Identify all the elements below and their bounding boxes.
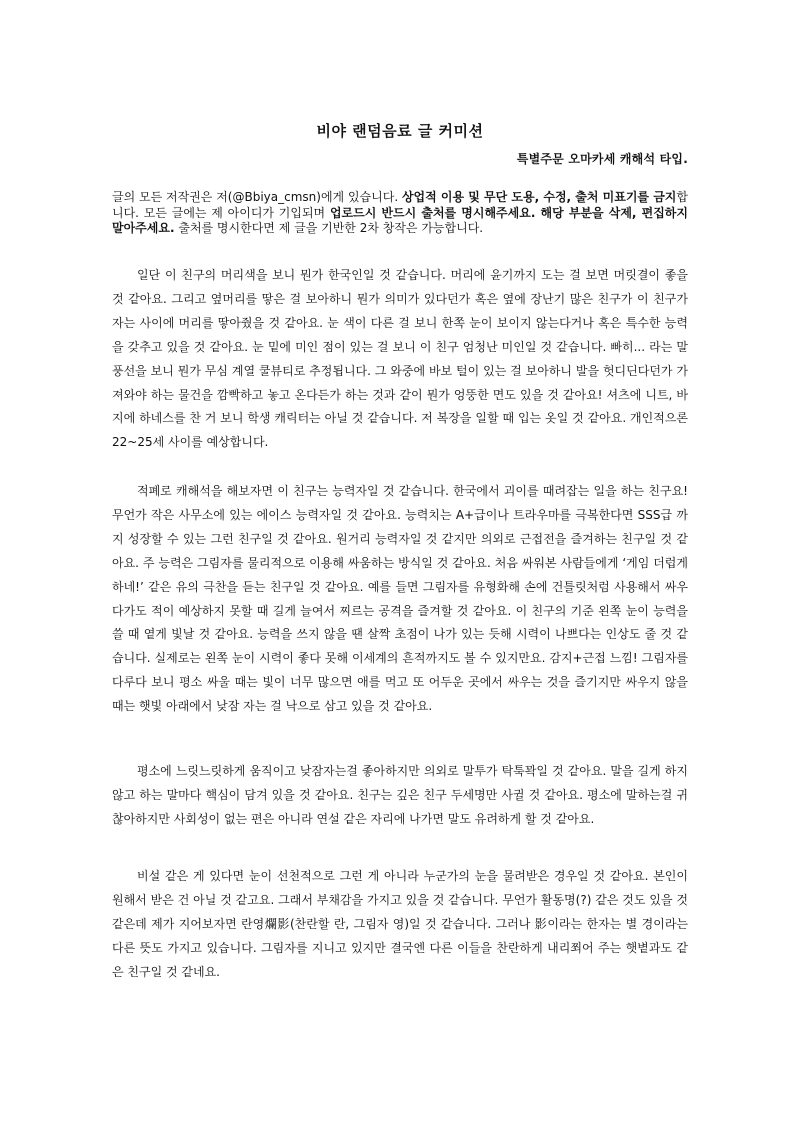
- document-subtitle: 특별주문 오마카세 캐해석 타입.: [516, 152, 688, 166]
- paragraph-personality: 평소에 느릿느릿하게 움직이고 낮잠자는걸 좋아하지만 의외로 말투가 탁툭꽉일 것 같아요. 말을 길게 하지 않고 하는 말마다 핵심이 담겨 있을 것 같아요. 친구는 깊은 친구 두세명만 사귈 것 같아요. 평소에 말하는걸 귀찮아하지만 사회성이 없는 편은 아니라 연설 같은 자리에 나가면 말도 유려하게 할 것 같아요.: [112, 764, 688, 826]
- copyright-notice: [112, 190, 688, 237]
- document-title: 비야 랜덤음료 글 커미션: [316, 122, 484, 140]
- notice-text-1: 글의 모든 저작권은 저(@Bbiya_cmsn)에게 있습니다.: [112, 190, 402, 204]
- notice-bold-1: 상업적 이용 및 무단 도용, 수정, 출처 미표기를 금지: [401, 190, 677, 204]
- paragraph-ability: 적폐로 캐해석을 해보자면 이 친구는 능력자일 것 같습니다. 한국에서 괴이를 때려잡는 일을 하는 친구요! 무언가 작은 사무소에 있는 에이스 능력자일 것 같아요. 능력치는 A+급이나 트라우마를 극복한다면 SSS급 까지 성장할 수 있는 그런 친구일 것 같아요. 원거리 능력자일 것 같지만 의외로 근접전을 즐겨하는 친구일 것 같아요. 주 능력은 그림자를 물리적으로 이용해 싸움하는 방식일 것 같아요. 처음 싸워본 사람들에게 ‘게임 더럽게 하네!’ 같은 유의 극찬을 듣는 친구일 것 같아요. 예를 들면 그림자를 유형화해 손에 건틀릿처럼 사용해서 싸우다가도 적이 예상하지 못할 때 길게 늘여서 찌르는 공격을 즐겨할 것 같아요. 이 친구의 기준 왼쪽 눈이 능력을 쓸 때 옅게 빛날 것 같아요. 능력을 쓰지 않을 땐 살짝 초점이 나가 있는 듯해 시력이 나쁘다는 인상도 줄 것 같습니다. 실제로는 왼쪽 눈이 시력이 좋다 못해 이세계의 흔적까지도 볼 수 있지만요. 감지+근접 느낌! 그림자를 다루다 보니 평소 싸울 때는 빛이 너무 많으면 애를 먹고 또 어두운 곳에서 싸우는 것을 즐기지만 싸우지 않을 때는 햇빛 아래에서 낮잠 자는 걸 낙으로 삼고 있을 것 같아요.: [112, 484, 688, 714]
- notice-bold-2: 업로드시 반드시 출처를 명시해주세요. 해당 부분을 삭제, 편집하지 말아주세요.: [112, 205, 688, 235]
- notice-text-2: 합니다. 모든 글에는 제 아이디가 기입되며: [112, 190, 688, 220]
- paragraph-appearance: 일단 이 친구의 머리색을 보니 뭔가 한국인일 것 같습니다. 머리에 윤기까지 도는 걸 보면 머릿결이 좋을 것 같아요. 그리고 옆머리를 땋은 걸 보아하니 뭔가 의미가 있다던가 혹은 옆에 장난기 많은 친구가 이 친구가 자는 사이에 머리를 땋아줬을 것 같아요. 눈 색이 다른 걸 보니 한쪽 눈이 보이지 않는다거나 혹은 특수한 능력을 갖추고 있을 것 같아요. 눈 밑에 미인 점이 있는 걸 보니 이 친구 엄청난 미인일 것 같습니다. 빠히... 라는 말풍선을 보니 뭔가 무심 계열 쿨뷰티로 추정됩니다. 그 와중에 바보 털이 있는 걸 보아하니 발을 헛디딘다던가 가져와야 하는 물건을 깜빡하고 놓고 온다든가 하는 것과 같이 뭔가 엉뚱한 면도 있을 것 같아요! 셔츠에 니트, 바지에 하네스를 찬 거 보니 학생 캐릭터는 아닐 것 같습니다. 저 복장을 일할 때 입는 옷일 것 같아요. 개인적으론 22~25세 사이를 예상합니다.: [112, 268, 688, 450]
- notice-text-3: 출처를 명시한다면 제 글을 기반한 2차 창작은 가능합니다.: [174, 221, 484, 235]
- paragraph-backstory: 비설 같은 게 있다면 눈이 선천적으로 그런 게 아니라 누군가의 눈을 물려받은 경우일 것 같아요. 본인이 원해서 받은 건 아닐 것 같고요. 그래서 부채감을 가지고 있을 것 같습니다. 무언가 활동명(?) 같은 것도 있을 것 같은데 제가 지어보자면 란영爛影(찬란할 란, 그림자 영)일 것 같습니다. 그러나 影이라는 한자는 별 경이라는 다른 뜻도 가지고 있습니다. 그림자를 지니고 있지만 결국엔 다른 이들을 찬란하게 내리쬐어 주는 햇볕과도 같은 친구일 것 같네요.: [112, 869, 688, 979]
